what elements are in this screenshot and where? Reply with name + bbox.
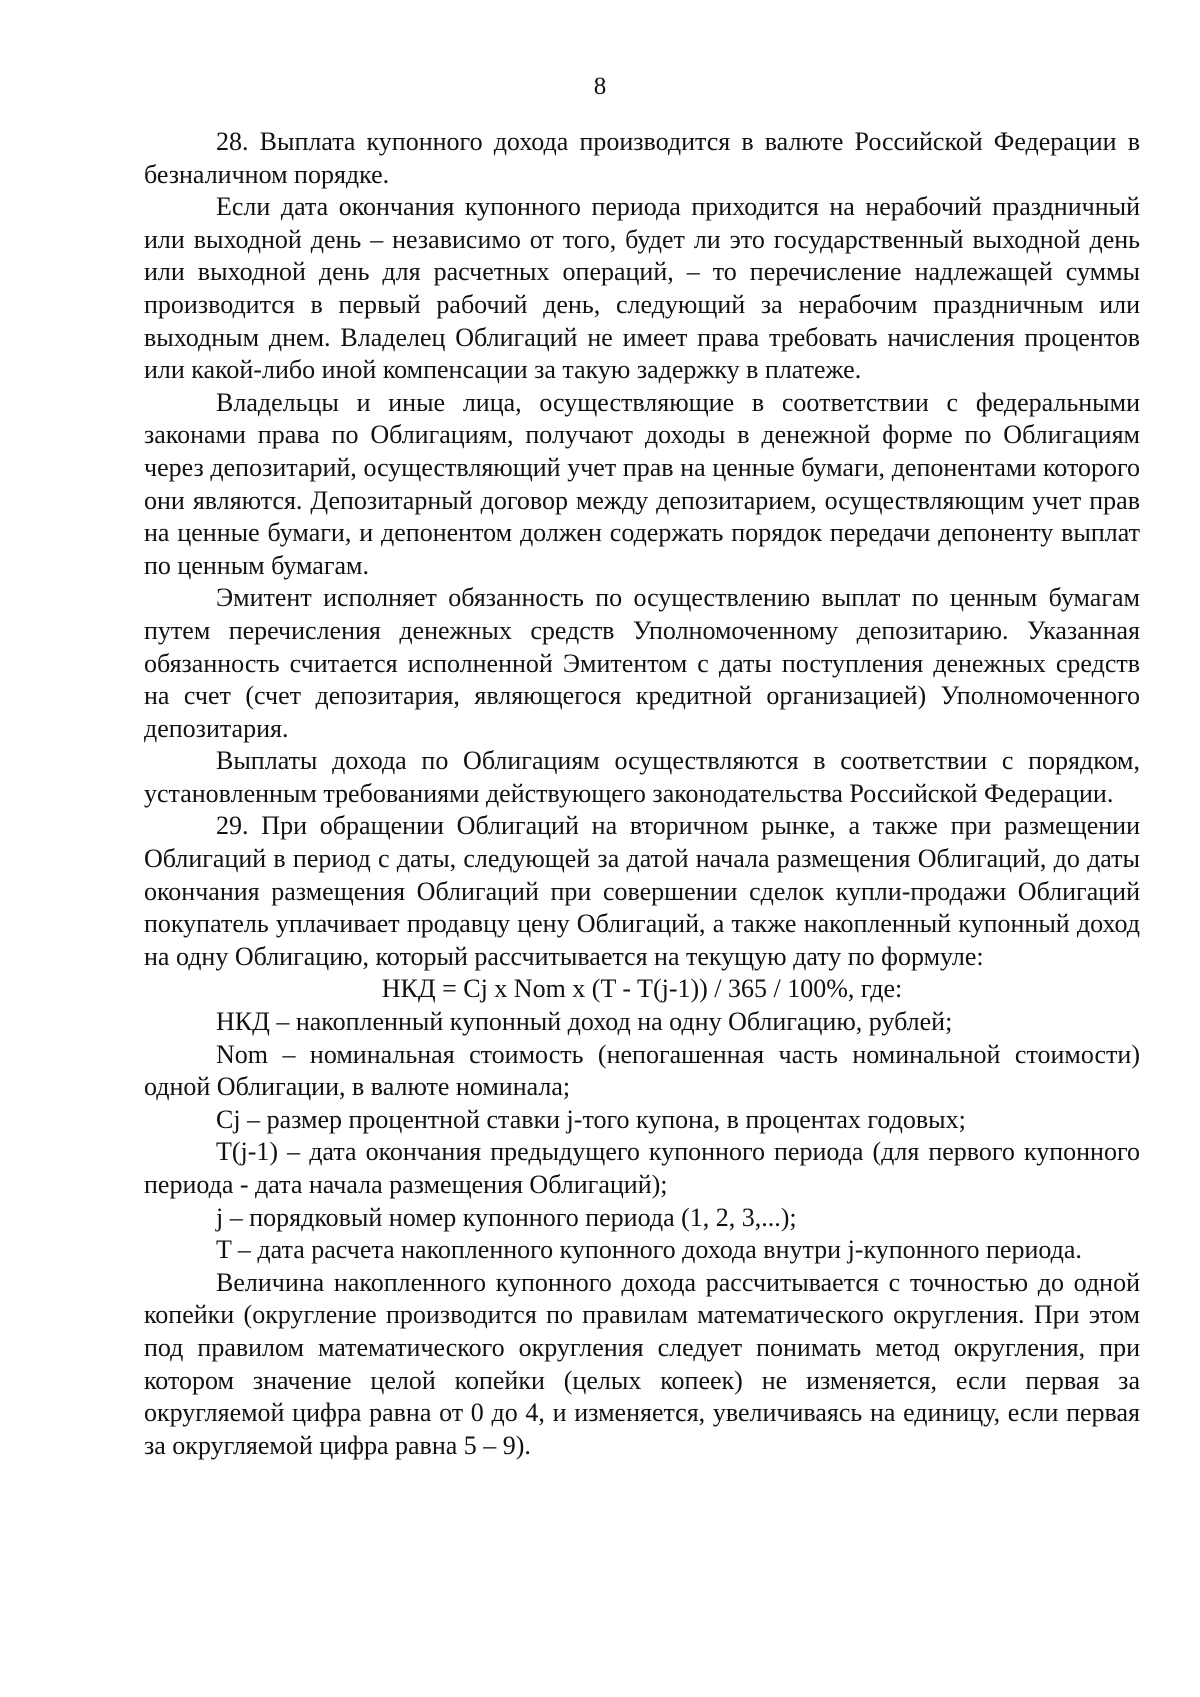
definition-j: j – порядковый номер купонного периода (1, 2, 3,...); bbox=[216, 1202, 797, 1232]
paragraph-owners-income: Владельцы и иные лица, осуществляющие в соответствии с федеральными законами права по Облигациям, получают доходы в денежной форме по Облигациям через депозитарий, осуществляющий учет прав на ценные бумаги, депонентами которого они являются. Депозитарный договор между депозитарием, осуществляющим учет прав на ценные бумаги, и депонентом должен содержать порядок передачи депоненту выплат по ценным бумагам. bbox=[144, 387, 1140, 580]
definition-cj: Cj – размер процентной ставки j-того купона, в процентах годовых; bbox=[216, 1104, 966, 1134]
page-number: 8 bbox=[593, 73, 607, 100]
paragraph-28: 28. Выплата купонного дохода производится в валюте Российской Федерации в безналичном порядке. bbox=[144, 127, 1140, 189]
paragraph-holiday-rule: Если дата окончания купонного периода приходится на нерабочий праздничный или выходной день – независимо от того, будет ли это государственный выходной день или выходной день для расчетных операций, – то перечисление надлежащей суммы производится в первый рабочий день, следующий за нерабочим праздничным или выходным днем. Владелец Облигаций не имеет права требовать начисления процентов или какой-либо иной компенсации за такую задержку в платеже. bbox=[144, 192, 1140, 385]
paragraph-payments-order: Выплаты дохода по Облигациям осуществляются в соответствии с порядком, установленным требованиями действующего законодательства Российской Федерации. bbox=[144, 746, 1140, 808]
document-body bbox=[144, 126, 1140, 1462]
paragraph-issuer-obligation: Эмитент исполняет обязанность по осуществлению выплат по ценным бумагам путем перечисления денежных средств Уполномоченному депозитарию. Указанная обязанность считается исполненной Эмитентом с даты поступления денежных средств на счет (счет депозитария, являющегося кредитной организацией) Уполномоченного депозитария. bbox=[144, 583, 1140, 743]
definition-nom: Nom – номинальная стоимость (непогашенная часть номинальной стоимости) одной Облигации, в валюте номинала; bbox=[144, 1039, 1140, 1102]
definition-nkd: НКД – накопленный купонный доход на одну Облигацию, рублей; bbox=[216, 1007, 953, 1037]
nkd-formula: НКД = Cj x Nom x (T - T(j-1)) / 365 / 100%, где: bbox=[381, 974, 903, 1004]
paragraph-29: 29. При обращении Облигаций на вторичном рынке, а также при размещении Облигаций в период с даты, следующей за датой начала размещения Облигаций, до даты окончания размещения Облигаций при совершении сделок купли-продажи Облигаций покупатель уплачивает продавцу цену Облигаций, а также накопленный купонный доход на одну Облигацию, который рассчитывается на текущую дату по формуле: bbox=[144, 811, 1140, 971]
definition-t-prev: T(j-1) – дата окончания предыдущего купонного периода (для первого купонного периода - дата начала размещения Облигаций); bbox=[144, 1137, 1140, 1199]
definition-t: T – дата расчета накопленного купонного дохода внутри j-купонного периода. bbox=[216, 1235, 1082, 1265]
paragraph-rounding: Величина накопленного купонного дохода рассчитывается с точностью до одной копейки (округление производится по правилам математического округления. При этом под правилом математического округления следует понимать метод округления, при котором значение целой копейки (целых копеек) не изменяется, если первая за округляемой цифра равна от 0 до 4, и изменяется, увеличиваясь на единицу, если первая за округляемой цифра равна 5 – 9). bbox=[144, 1267, 1140, 1460]
